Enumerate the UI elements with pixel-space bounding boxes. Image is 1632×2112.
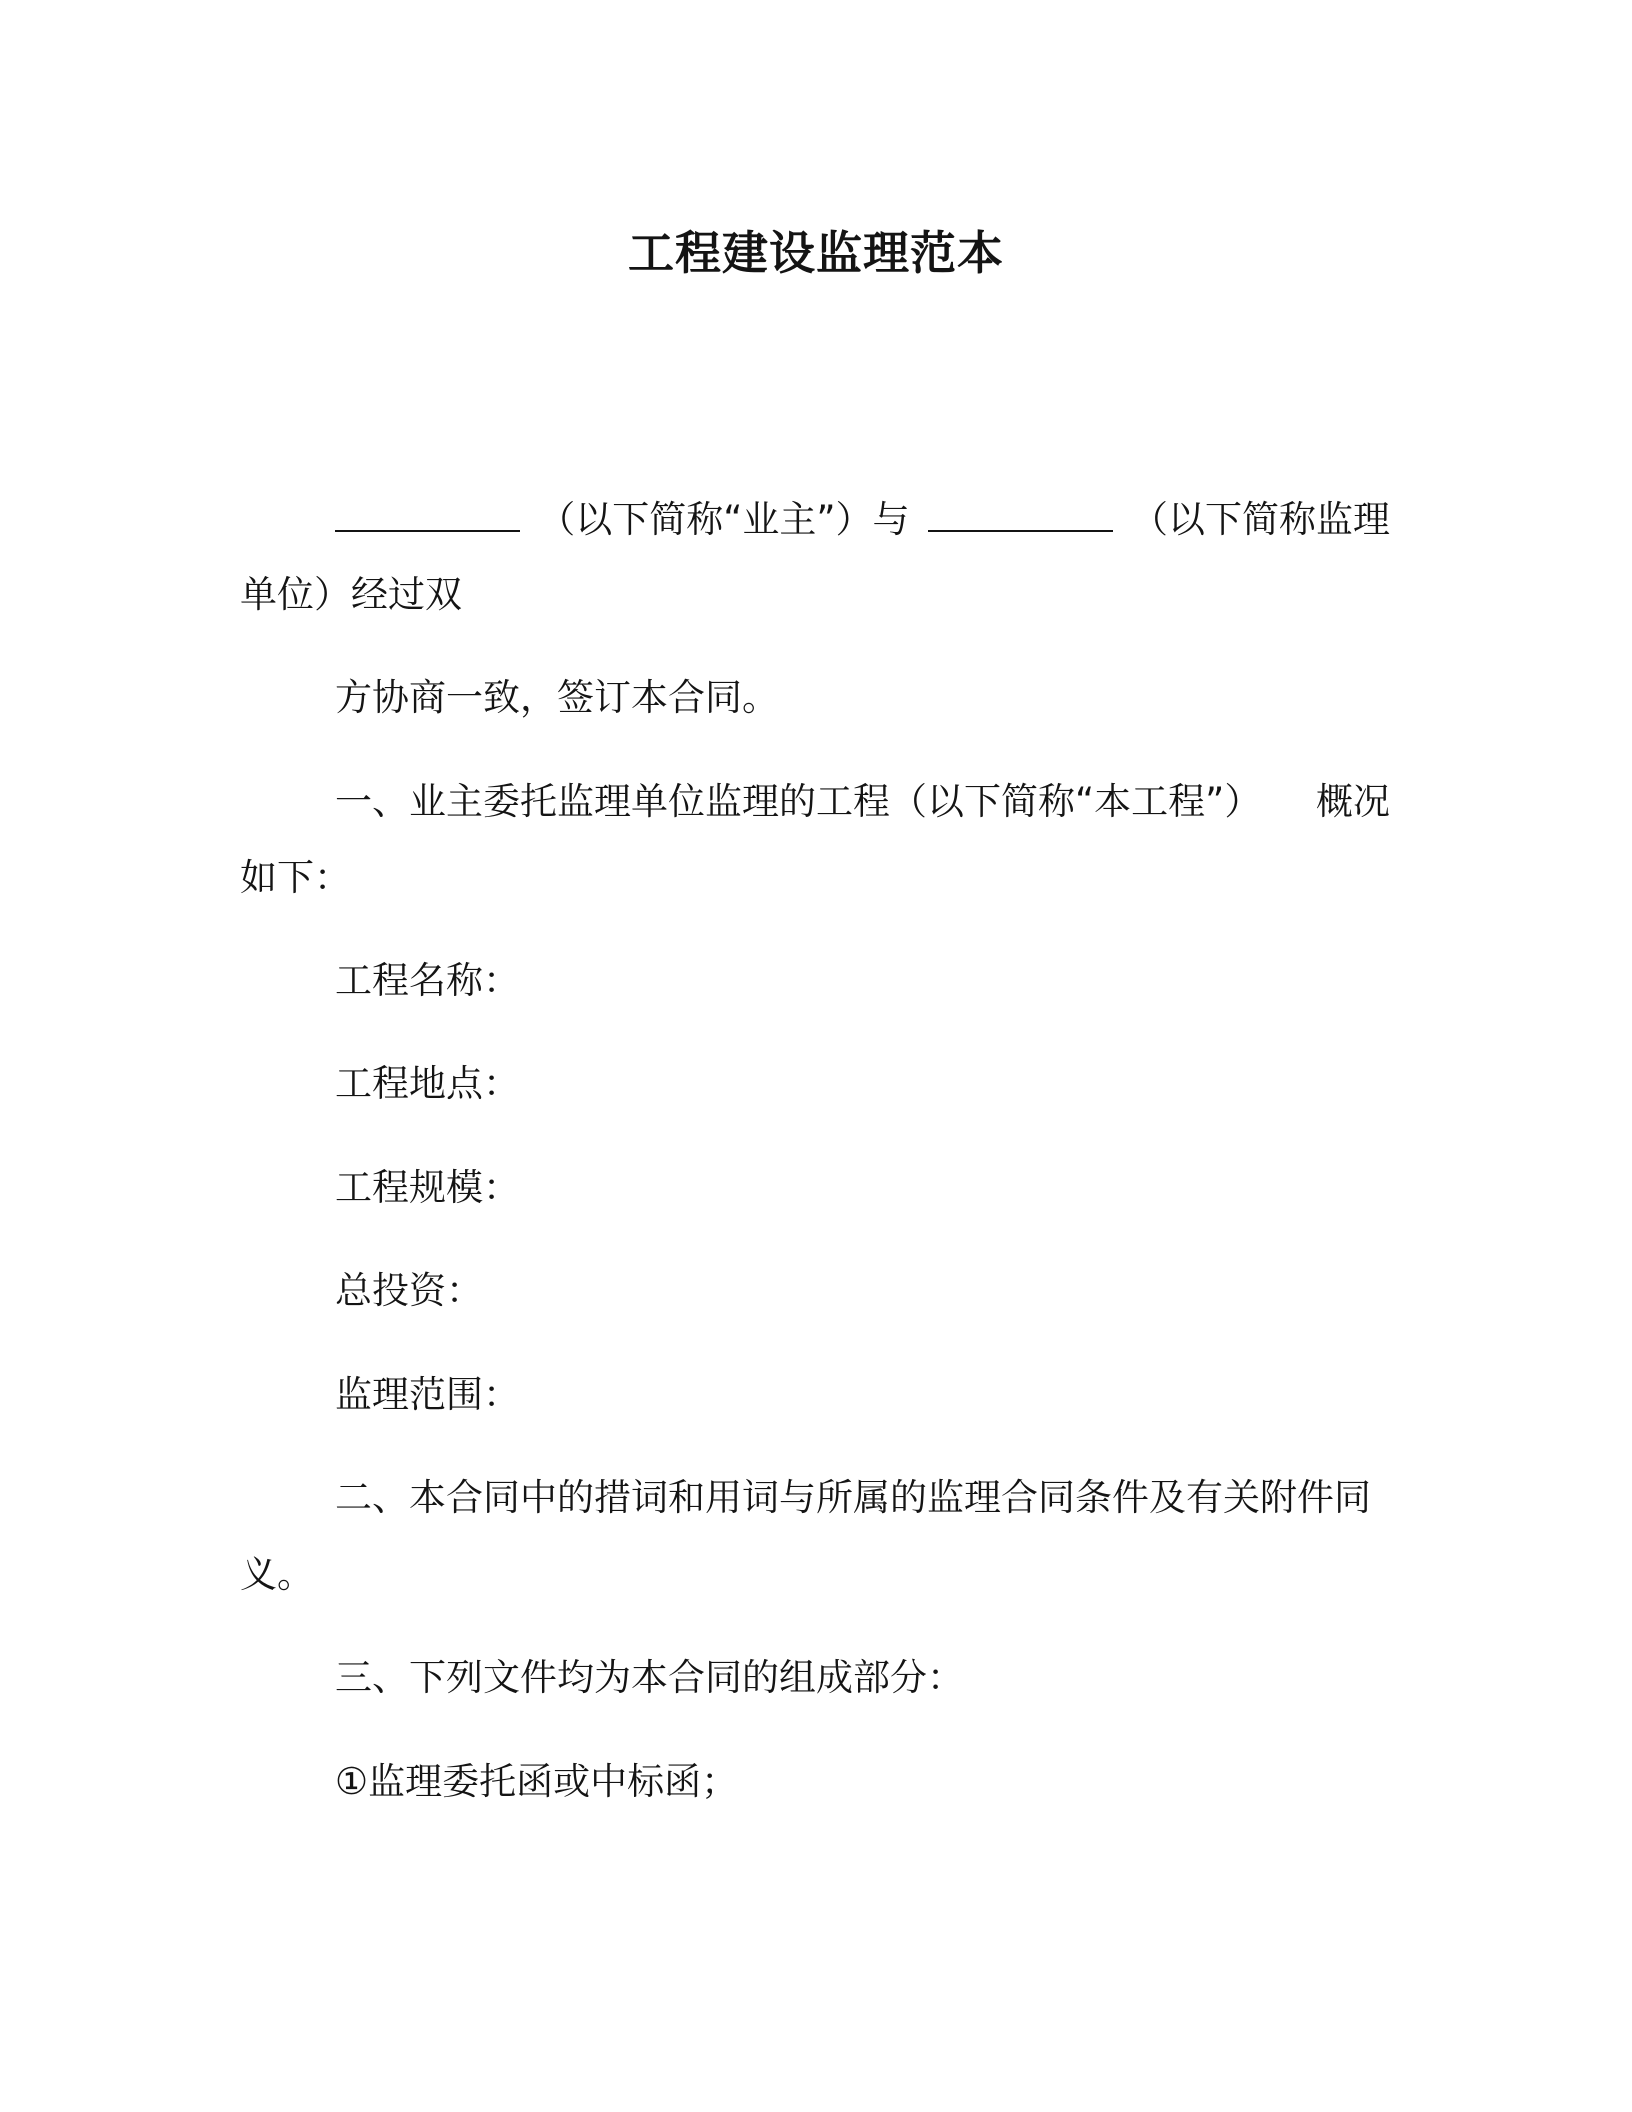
clause-1-text-end: 概况 [1316,780,1390,823]
intro-line-3: 方协商一致，签订本合同。 [335,676,779,719]
intro-text-supervisor: （以下简称监理 [1131,498,1390,541]
clause-3-line-1: 三、下列文件均为本合同的组成部分： [335,1656,964,1699]
field-total-investment: 总投资： [335,1269,483,1312]
intro-text-owner: （以下简称“业主”）与 [538,498,910,541]
owner-name-blank[interactable] [335,492,520,532]
supervisor-name-blank[interactable] [928,492,1113,532]
field-project-location: 工程地点： [335,1062,520,1105]
field-supervision-scope: 监理范围： [335,1373,520,1416]
clause-1-line-2: 如下： [240,856,351,899]
intro-line-2: 单位）经过双 [240,573,462,616]
clause-1-text: 一、业主委托监理单位监理的工程（以下简称“本工程”） [335,780,1262,823]
field-project-scale: 工程规模： [335,1166,520,1209]
clause-3-item-1: ①监理委托函或中标函； [335,1760,739,1803]
document-title: 工程建设监理范本 [628,226,1004,280]
field-project-name: 工程名称： [335,959,520,1002]
clause-2-line-2: 义。 [240,1553,314,1596]
intro-line-1 [335,490,1390,550]
clause-1-line-1 [335,772,1390,832]
clause-2-line-1: 二、本合同中的措词和用词与所属的监理合同条件及有关附件同 [335,1476,1371,1519]
